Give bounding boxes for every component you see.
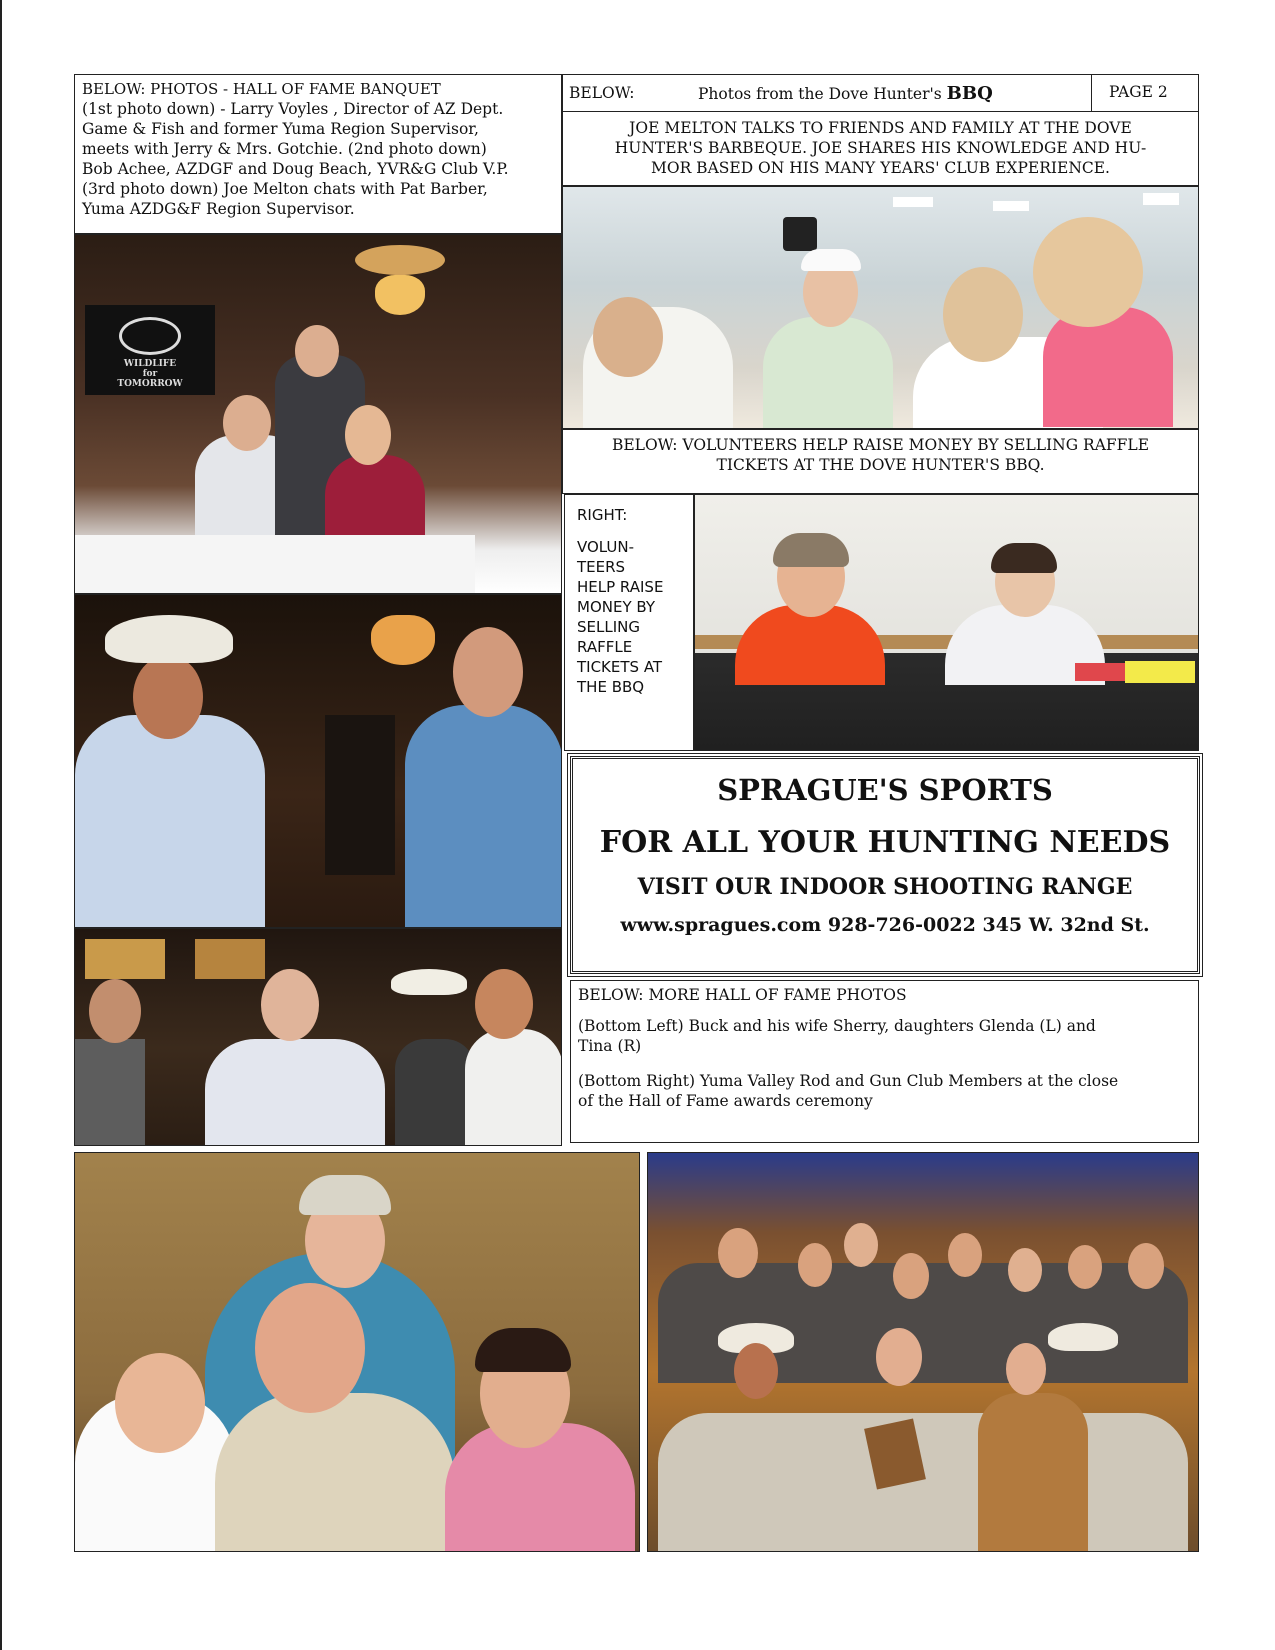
person-young-man: [75, 1039, 145, 1146]
person-head: [345, 405, 391, 465]
speaker: [783, 217, 817, 251]
person-woman-red: [735, 605, 885, 685]
header-title-text: Photos from the Dove Hunter's: [698, 85, 942, 103]
right-caption-line: TEERS: [577, 558, 626, 576]
person-cowboy: [75, 715, 265, 928]
ad-tagline: FOR ALL YOUR HUNTING NEEDS: [599, 825, 1171, 860]
ceiling-light: [993, 201, 1029, 211]
ad-contact: www.spragues.com 928-726-0022 345 W. 32nd St.: [620, 914, 1150, 936]
right-caption-line: THE BBQ: [577, 678, 645, 696]
hof-caption-line: (1st photo down) - Larry Voyles , Director of AZ Dept.: [82, 100, 504, 118]
volunteers-caption-line: BELOW: VOLUNTEERS HELP RAISE MONEY BY SELLING RAFFLE: [611, 436, 1150, 454]
right-caption-line: VOLUN-: [577, 538, 635, 556]
person-suit: [395, 1039, 475, 1146]
ad-name: SPRAGUE'S SPORTS: [717, 773, 1053, 807]
joe-caption-box: [562, 111, 1199, 186]
ceiling-light: [1143, 193, 1179, 205]
photo-voyles-gotchie: [74, 234, 562, 594]
person-buck: [215, 1393, 455, 1552]
person-head: [295, 325, 339, 377]
ceiling-glow: [355, 245, 445, 275]
hof-caption-line: Yuma AZDG&F Region Supervisor.: [82, 200, 355, 218]
photo-volunteers-raffle: [694, 494, 1199, 751]
hair: [773, 533, 849, 567]
volunteers-caption-line: TICKETS AT THE DOVE HUNTER'S BBQ.: [716, 456, 1045, 474]
ceiling-light: [893, 197, 933, 207]
person-head: [223, 395, 271, 451]
header-divider: [1091, 75, 1092, 113]
header-title: [698, 83, 993, 104]
hair: [991, 543, 1057, 573]
header-title-bold: BBQ: [946, 83, 993, 104]
more-hof-bottom-left: (Bottom Left) Buck and his wife Sherry, daughters Glenda (L) and: [578, 1017, 1096, 1035]
person-head: [1068, 1245, 1102, 1289]
person-head: [1033, 217, 1143, 327]
person-tan-jacket: [978, 1393, 1088, 1552]
page-number: PAGE 2: [1109, 83, 1168, 101]
photo-melton-barber: [74, 928, 562, 1146]
person-head: [844, 1223, 878, 1267]
person-head: [1008, 1248, 1042, 1292]
joe-caption-line: JOE MELTON TALKS TO FRIENDS AND FAMILY AT THE DOVE: [629, 119, 1132, 137]
banner-text: [85, 359, 215, 389]
header-below-label: BELOW:: [569, 84, 635, 102]
photo-achee-beach: [74, 594, 562, 928]
hof-caption-box: [74, 74, 562, 234]
right-caption-line: HELP RAISE: [577, 578, 664, 596]
person-head: [261, 969, 319, 1041]
chandelier: [371, 615, 435, 665]
hof-caption-heading: BELOW: PHOTOS - HALL OF FAME BANQUET: [82, 80, 441, 98]
volunteers-caption-box: [562, 429, 1199, 494]
joe-caption-line: HUNTER'S BARBEQUE. JOE SHARES HIS KNOWLEDGE AND HU-: [614, 139, 1147, 157]
person-head: [1128, 1243, 1164, 1289]
banner-logo: [119, 317, 181, 355]
person-head: [89, 979, 141, 1043]
right-caption-line: SELLING: [577, 618, 640, 636]
photo-buck-family: [74, 1152, 640, 1552]
person-blue-shirt: [405, 705, 562, 928]
joe-caption-line: MOR BASED ON HIS MANY YEARS' CLUB EXPERIENCE.: [651, 159, 1110, 177]
front-row: [658, 1413, 1188, 1552]
person-head: [133, 655, 203, 739]
person-plaid: [205, 1039, 385, 1146]
person-joe: [763, 317, 893, 429]
hair: [475, 1328, 571, 1372]
banner-text-line: TOMORROW: [117, 379, 183, 389]
more-hof-bottom-left: Tina (R): [578, 1037, 642, 1055]
cowboy-hat: [105, 615, 233, 663]
person-head: [475, 969, 533, 1039]
person-head: [115, 1353, 205, 1453]
more-hof-bottom-right: (Bottom Right) Yuma Valley Rod and Gun Club Members at the close: [578, 1072, 1119, 1090]
window-light: [195, 939, 265, 979]
person-head: [876, 1328, 922, 1386]
header-bar: [562, 74, 1199, 112]
hof-caption-line: Game & Fish and former Yuma Region Supervisor,: [82, 120, 479, 138]
person-white-shirt: [465, 1029, 562, 1146]
photo-yvrgc-members: [647, 1152, 1199, 1552]
person-head: [943, 267, 1023, 362]
cowboy-hat: [391, 969, 467, 995]
spragues-sports-ad: [570, 756, 1200, 974]
banner-text-line: for: [142, 369, 158, 379]
right-caption-line: RAFFLE: [577, 638, 633, 656]
more-hof-heading: BELOW: MORE HALL OF FAME PHOTOS: [578, 986, 907, 1004]
table: [75, 535, 475, 594]
person-head: [734, 1343, 778, 1399]
right-caption-line: MONEY BY: [577, 598, 656, 616]
window-light: [85, 939, 165, 979]
hof-caption-line: meets with Jerry & Mrs. Gotchie. (2nd photo down): [82, 140, 487, 158]
person-head: [798, 1243, 832, 1287]
person-head: [255, 1283, 365, 1413]
right-caption-line: TICKETS AT: [577, 658, 663, 676]
person-head: [1006, 1343, 1046, 1395]
hof-caption-line: (3rd photo down) Joe Melton chats with Pat Barber,: [82, 180, 488, 198]
right-caption-box: [564, 494, 694, 751]
photo-joe-melton-bbq: [562, 186, 1199, 429]
more-hof-bottom-right: of the Hall of Fame awards ceremony: [578, 1092, 873, 1110]
person-head: [948, 1233, 982, 1277]
raffle-sheet: [1125, 661, 1195, 683]
cowboy-hat: [1048, 1323, 1118, 1351]
person-head: [718, 1228, 758, 1278]
hof-caption-line: Bob Achee, AZDGF and Doug Beach, YVR&G Club V.P.: [82, 160, 509, 178]
page-left-edge: [0, 0, 2, 1650]
banner-text-line: WILDLIFE: [123, 359, 177, 369]
right-caption-label: RIGHT:: [577, 506, 628, 524]
person-head: [453, 627, 523, 717]
more-hof-caption-box: [570, 980, 1199, 1143]
chandelier: [375, 275, 425, 315]
person-head: [893, 1253, 929, 1299]
ad-range: VISIT OUR INDOOR SHOOTING RANGE: [637, 874, 1133, 900]
person-background: [325, 715, 395, 875]
person-girl-pink: [1043, 307, 1173, 427]
hair: [299, 1175, 391, 1215]
cap: [801, 249, 861, 271]
person-head: [593, 297, 663, 377]
